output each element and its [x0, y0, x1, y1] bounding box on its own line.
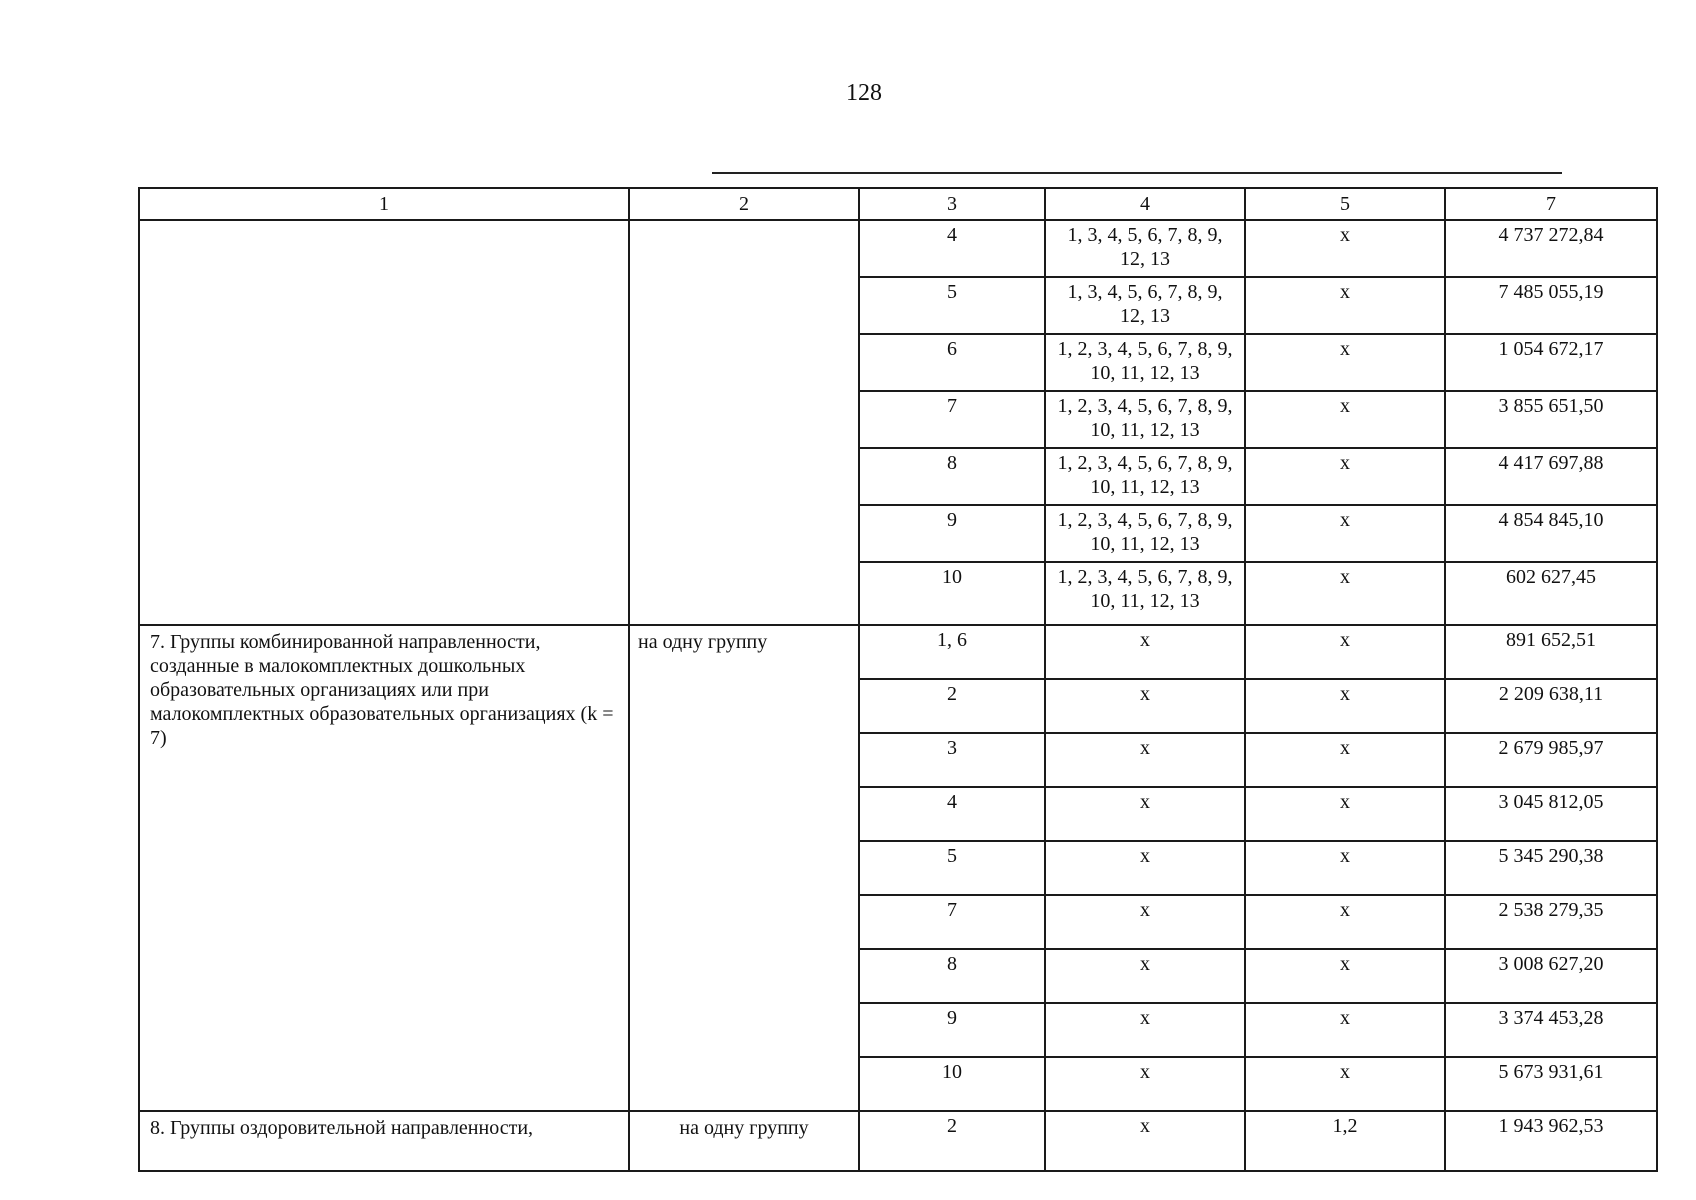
subgroup-cell: 5 [859, 841, 1045, 895]
col-header-2: 2 [629, 188, 859, 220]
coef-cell: х [1245, 787, 1445, 841]
amount-cell: 602 627,45 [1445, 562, 1657, 625]
group-label-cell [139, 220, 629, 625]
norms-table [138, 187, 1658, 1172]
subgroup-cell: 3 [859, 733, 1045, 787]
ages-cell: х [1045, 1111, 1245, 1171]
table-row [139, 220, 1657, 277]
ages-cell: 1, 2, 3, 4, 5, 6, 7, 8, 9, 10, 11, 12, 13 [1045, 505, 1245, 562]
ages-cell: х [1045, 1003, 1245, 1057]
coef-cell: х [1245, 1057, 1445, 1111]
page-number: 128 [846, 80, 882, 106]
col-header-7: 7 [1445, 188, 1657, 220]
col-header-3: 3 [859, 188, 1045, 220]
col-header-1: 1 [139, 188, 629, 220]
unit-cell: на одну группу [629, 625, 859, 1111]
coef-cell: х [1245, 277, 1445, 334]
amount-cell: 2 538 279,35 [1445, 895, 1657, 949]
amount-cell: 3 008 627,20 [1445, 949, 1657, 1003]
subgroup-cell: 8 [859, 448, 1045, 505]
table-row [139, 625, 1657, 679]
ages-cell: х [1045, 733, 1245, 787]
ages-cell: х [1045, 679, 1245, 733]
ages-cell: х [1045, 949, 1245, 1003]
subgroup-cell: 1, 6 [859, 625, 1045, 679]
amount-cell: 4 737 272,84 [1445, 220, 1657, 277]
subgroup-cell: 8 [859, 949, 1045, 1003]
subgroup-cell: 9 [859, 505, 1045, 562]
coef-cell: х [1245, 1003, 1445, 1057]
subgroup-cell: 2 [859, 679, 1045, 733]
coef-cell: х [1245, 841, 1445, 895]
subgroup-cell: 7 [859, 391, 1045, 448]
top-rule [712, 172, 1562, 174]
coef-cell: х [1245, 391, 1445, 448]
amount-cell: 4 854 845,10 [1445, 505, 1657, 562]
ages-cell: х [1045, 787, 1245, 841]
ages-cell: 1, 2, 3, 4, 5, 6, 7, 8, 9, 10, 11, 12, 13 [1045, 334, 1245, 391]
amount-cell: 3 374 453,28 [1445, 1003, 1657, 1057]
coef-cell: х [1245, 733, 1445, 787]
coef-cell: 1,2 [1245, 1111, 1445, 1171]
coef-cell: х [1245, 679, 1445, 733]
amount-cell: 7 485 055,19 [1445, 277, 1657, 334]
amount-cell: 5 345 290,38 [1445, 841, 1657, 895]
header-row [139, 188, 1657, 220]
subgroup-cell: 4 [859, 220, 1045, 277]
coef-cell: х [1245, 220, 1445, 277]
ages-cell: х [1045, 1057, 1245, 1111]
ages-cell: 1, 3, 4, 5, 6, 7, 8, 9, 12, 13 [1045, 277, 1245, 334]
amount-cell: 1 054 672,17 [1445, 334, 1657, 391]
amount-cell: 1 943 962,53 [1445, 1111, 1657, 1171]
ages-cell: 1, 3, 4, 5, 6, 7, 8, 9, 12, 13 [1045, 220, 1245, 277]
ages-cell: х [1045, 841, 1245, 895]
coef-cell: х [1245, 448, 1445, 505]
group-label-cell: 8. Группы оздоровительной направленности, [139, 1111, 629, 1171]
amount-cell: 4 417 697,88 [1445, 448, 1657, 505]
subgroup-cell: 9 [859, 1003, 1045, 1057]
subgroup-cell: 2 [859, 1111, 1045, 1171]
coef-cell: х [1245, 505, 1445, 562]
col-header-4: 4 [1045, 188, 1245, 220]
coef-cell: х [1245, 562, 1445, 625]
subgroup-cell: 4 [859, 787, 1045, 841]
amount-cell: 5 673 931,61 [1445, 1057, 1657, 1111]
subgroup-cell: 10 [859, 562, 1045, 625]
ages-cell: х [1045, 895, 1245, 949]
amount-cell: 3 045 812,05 [1445, 787, 1657, 841]
ages-cell: 1, 2, 3, 4, 5, 6, 7, 8, 9, 10, 11, 12, 13 [1045, 448, 1245, 505]
subgroup-cell: 6 [859, 334, 1045, 391]
subgroup-cell: 5 [859, 277, 1045, 334]
amount-cell: 891 652,51 [1445, 625, 1657, 679]
ages-cell: х [1045, 625, 1245, 679]
coef-cell: х [1245, 334, 1445, 391]
ages-cell: 1, 2, 3, 4, 5, 6, 7, 8, 9, 10, 11, 12, 13 [1045, 391, 1245, 448]
amount-cell: 2 209 638,11 [1445, 679, 1657, 733]
subgroup-cell: 7 [859, 895, 1045, 949]
amount-cell: 3 855 651,50 [1445, 391, 1657, 448]
ages-cell: 1, 2, 3, 4, 5, 6, 7, 8, 9, 10, 11, 12, 13 [1045, 562, 1245, 625]
col-header-5: 5 [1245, 188, 1445, 220]
coef-cell: х [1245, 949, 1445, 1003]
unit-cell [629, 220, 859, 625]
subgroup-cell: 10 [859, 1057, 1045, 1111]
table-row [139, 1111, 1657, 1171]
amount-cell: 2 679 985,97 [1445, 733, 1657, 787]
coef-cell: х [1245, 895, 1445, 949]
group-label-cell: 7. Группы комбинированной направленности, созданные в малокомплектных дошкольных образовательных организациях или при малокомплектных образовательных организациях (k = 7) [139, 625, 629, 1111]
unit-cell: на одну группу [629, 1111, 859, 1171]
coef-cell: х [1245, 625, 1445, 679]
